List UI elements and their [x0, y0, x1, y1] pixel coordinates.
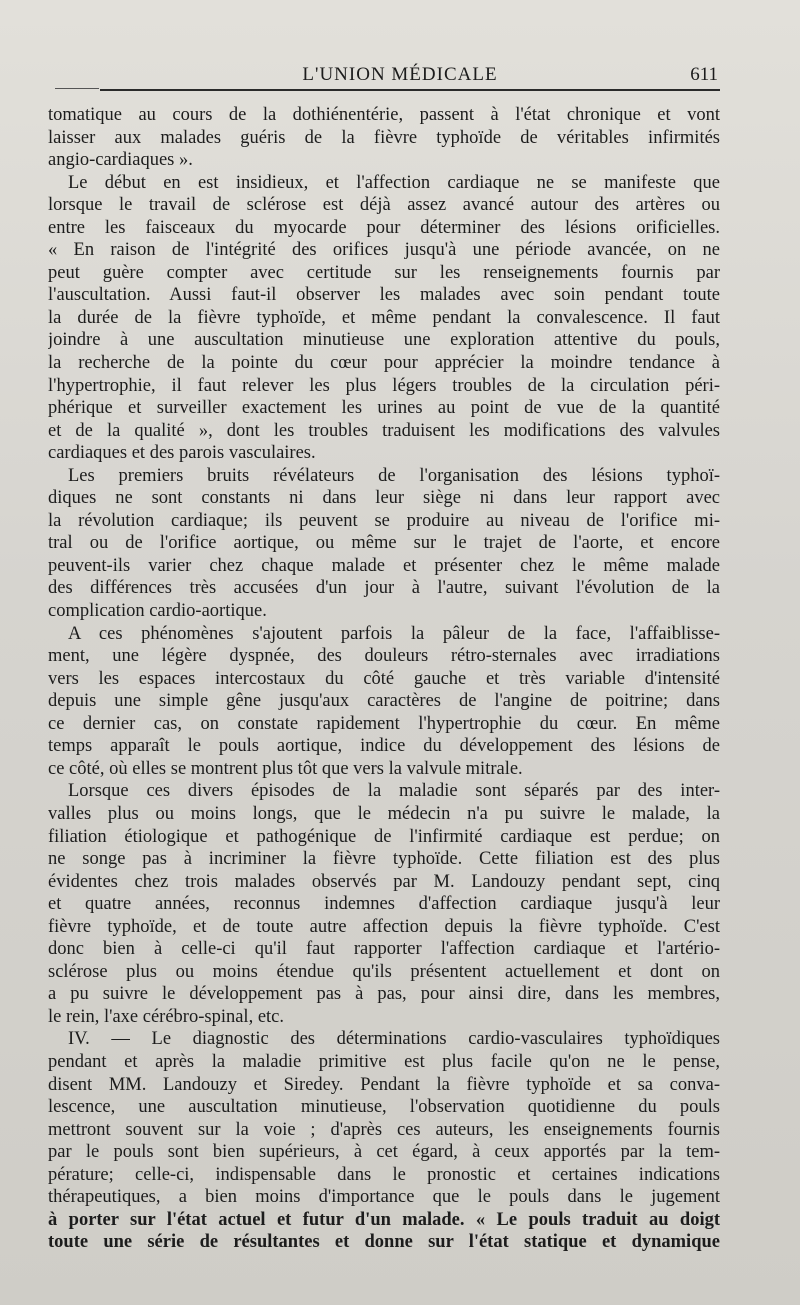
- text-line: peuvent-ils varier chez chaque malade et présenter chez le même malade: [48, 555, 720, 576]
- header-rule: [100, 89, 720, 91]
- text-line: l'hypertrophie, il faut relever les plus légers troubles de la circulation péri-: [48, 375, 720, 396]
- text-line: par le pouls sont bien supérieurs, à cet égard, à ceux apportés par la tem-: [48, 1142, 720, 1163]
- text-line: et de la qualité », dont les troubles traduisent les modifications des valvules: [48, 420, 720, 441]
- text-line: ment, une légère dyspnée, des douleurs rétro-sternales avec irradiations: [48, 646, 720, 667]
- text-line: Le début en est insidieux, et l'affection cardiaque ne se manifeste que: [68, 172, 720, 193]
- page-number: 611: [690, 64, 718, 85]
- text-line: sclérose plus ou moins étendue qu'ils présentent actuellement et dont on: [48, 961, 720, 982]
- text-line: toute une série de résultantes et donne sur l'état statique et dynamique: [48, 1232, 720, 1253]
- running-title: L'UNION MÉDICALE: [302, 64, 498, 85]
- text-line: et quatre années, reconnus indemnes d'affection cardiaque jusqu'à leur: [48, 894, 720, 915]
- text-line: ne songe pas à incriminer la fièvre typhoïde. Cette filiation est des plus: [48, 849, 720, 870]
- text-line: IV. — Le diagnostic des déterminations cardio-vasculaires typhoïdiques: [68, 1029, 720, 1050]
- page-header: [0, 58, 800, 92]
- text-line: pendant et après la maladie primitive est plus facile qu'on ne le pense,: [48, 1051, 720, 1072]
- text-line: Lorsque ces divers épisodes de la maladie sont séparés par des inter-: [68, 781, 720, 802]
- text-line: disent MM. Landouzy et Siredey. Pendant la fièvre typhoïde et sa conva-: [48, 1074, 720, 1095]
- text-line: Les premiers bruits révélateurs de l'organisation des lésions typhoï-: [68, 465, 720, 486]
- text-line: complication cardio-aortique.: [48, 601, 267, 622]
- text-line: laisser aux malades guéris de la fièvre typhoïde de véritables infirmités: [48, 127, 720, 148]
- text-line: fièvre typhoïde, et de toute autre affection depuis la fièvre typhoïde. C'est: [48, 916, 720, 937]
- text-line: la révolution cardiaque; ils peuvent se produire au niveau de l'orifice mi-: [48, 510, 720, 531]
- text-line: ce dernier cas, on constate rapidement l'hypertrophie du cœur. En même: [48, 713, 720, 734]
- text-line: la durée de la fièvre typhoïde, et même pendant la convalescence. Il faut: [48, 307, 720, 328]
- bold-block: [48, 1209, 720, 1254]
- text-line: A ces phénomènes s'ajoutent parfois la pâleur de la face, l'affaiblisse-: [68, 623, 720, 644]
- text-line: valles plus ou moins longs, que le médecin n'a pu suivre le malade, la: [48, 803, 720, 824]
- text-line: depuis une simple gêne jusqu'aux caractères de l'angine de poitrine; dans: [48, 691, 720, 712]
- text-line: tomatique au cours de la dothiénentérie, passent à l'état chronique et vont: [48, 105, 720, 125]
- text-line: phérique et surveiller exactement les urines au point de vue de la quantité: [48, 398, 720, 419]
- text-line: donc bien à celle-ci qu'il faut rapporter l'affection cardiaque et l'artério-: [48, 939, 720, 960]
- text-line: lorsque le travail de sclérose est déjà assez avancé autour des artères ou: [48, 195, 720, 216]
- text-line: ce côté, où elles se montrent plus tôt que vers la valvule mitrale.: [48, 758, 523, 779]
- text-line: entre les faisceaux du myocarde pour déterminer des lésions orificielles.: [48, 217, 720, 238]
- text-line: la recherche de la pointe du cœur pour apprécier la moindre tendance à: [48, 353, 720, 374]
- text-line: filiation étiologique et pathogénique de l'infirmité cardiaque est perdue; on: [48, 826, 720, 847]
- text-line: mettront souvent sur la voie ; d'après ces auteurs, les enseignements fournis: [48, 1119, 720, 1140]
- text-line: diques ne sont constants ni dans leur siège ni dans leur rapport avec: [48, 488, 720, 509]
- text-line: pérature; celle-ci, indispensable dans le pronostic et certaines indications: [48, 1164, 720, 1185]
- text-line: angio-cardiaques ».: [48, 150, 193, 171]
- text-line: tral ou de l'orifice aortique, ou même sur le trajet de l'aorte, et encore: [48, 533, 720, 554]
- text-line: à porter sur l'état actuel et futur d'un malade. « Le pouls traduit au doigt: [48, 1209, 720, 1230]
- text-line: temps apparaît le pouls aortique, indice du développement des lésions de: [48, 736, 720, 757]
- text-line: joindre à une auscultation minutieuse une exploration attentive du pouls,: [48, 330, 720, 351]
- text-line: cardiaques et des parois vasculaires.: [48, 443, 316, 464]
- text-line: le rein, l'axe cérébro-spinal, etc.: [48, 1006, 285, 1027]
- text-line: l'auscultation. Aussi faut-il observer les malades avec soin pendant toute: [48, 285, 720, 306]
- text-line: vers les espaces intercostaux du côté gauche et très variable d'intensité: [48, 668, 720, 689]
- text-line: peut guère compter avec certitude sur les renseignements fournis par: [48, 262, 720, 283]
- text-line: thérapeutiques, a bien moins d'importance que le pouls dans le jugement: [48, 1187, 720, 1208]
- text-line: « En raison de l'intégrité des orifices jusqu'à une période avancée, on ne: [48, 240, 720, 261]
- text-line: a pu suivre le développement pas à pas, pour ainsi dire, dans les membres,: [48, 984, 720, 1005]
- header-rule-left: [55, 88, 99, 89]
- body-text: [48, 104, 720, 1254]
- text-line: des différences très accusées d'un jour à l'autre, suivant l'évolution de la: [48, 578, 720, 599]
- text-line: lescence, une auscultation minutieuse, l'observation quotidienne du pouls: [48, 1097, 720, 1118]
- text-line: évidentes chez trois malades observés par M. Landouzy pendant sept, cinq: [48, 871, 720, 892]
